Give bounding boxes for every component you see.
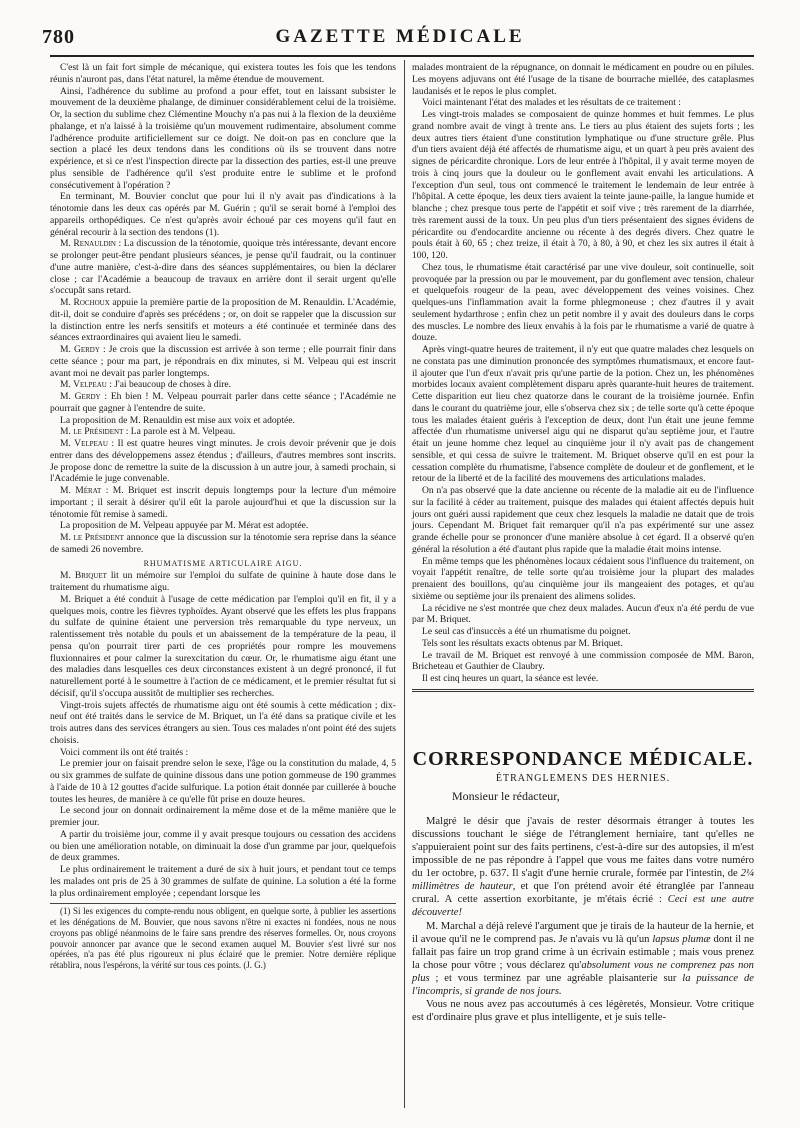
letter-paragraph <box>412 920 754 998</box>
italic-text: la puissance de l'incompris, si grande de nos jours. <box>412 972 754 997</box>
letter-paragraph <box>412 998 754 1024</box>
paragraph <box>412 97 754 109</box>
paragraph-text: M. Briquet a été conduit à l'usage de cette médication par l'emploi qu'il en fit, il y a quelques mois, contre les fièvres typhoïdes. Ayant observé que les effets les plus frappans du sulfate de quinine étaient une perversion très remarquable du type nerveux, un ralentissement très notable du pouls et un abaissement de la température de la peau, il pensa qu'on pourrait tirer parti de ces propriétés pour rompre les mouvemens fluxionnaires et pour calmer la surexcitation du cœur. Or, le rhumatisme aigu étant une des maladies dans lesquelles ces deux circonstances existent à un degré prononcé, il fut naturellement porté à le soumettre à l'action de ce médicament, et le premier résultat fut si décisif, qu'il s'occupa aussitôt de multiplier ses recherches. <box>50 593 396 699</box>
paragraph-text: En terminant, M. Bouvier conclut que pour lui il n'y avait pas d'indications à la ténotomie dans les deux cas opérés par M. Guérin ; qu'il se serait borné à l'emploi des appareils orthopédiques. Ce n'est qu'après avoir échoué par ces moyens qu'il faut en général recourir à la section des tendons (1). <box>50 191 396 238</box>
paragraph <box>50 62 396 86</box>
paragraph <box>50 805 396 829</box>
paragraph <box>50 758 396 805</box>
italic-text: lapsus plumæ <box>652 933 711 945</box>
speaker-name: M. le Président <box>60 532 124 543</box>
paragraph-text: annonce que la discussion sur la ténotomie sera reprise dans la séance de samedi 26 novembre. <box>50 532 396 555</box>
paragraph <box>50 391 396 415</box>
paragraph-text: Les vingt-trois malades se composaient de quinze hommes et huit femmes. Le plus grand nombre avait de vingt à trente ans. Le tiers au plus étaient des sujets forts ; les deux autres tiers étaient d'une constitution lymphatique ou d'une structure grêle. Plus d'un tiers avaient déjà été affectés de rhumatisme aigu, et un quart à peu près avaient des signes de péricardite chronique. Lors de leur entrée à l'hôpital, il y avait terme moyen de trois à cinq jours que la douleur ou le gonflement avait envahi les articulations. A l'exception d'un seul, tous ont commencé le traitement le lendemain de leur entrée à l'hôpital. A cette époque, les deux tiers avaient la teinte jaune-paille, la langue humide et blanche ; chez presque tous perte de l'appétit et soif vive ; très rarement de la diarrhée, très rarement aussi de la toux. Un peu plus d'un tiers présentaient des signes évidens de péricardite ou d'endocardite ancienne ou récente à des degrés divers. Chez quatre le pouls était à 60, 65 ; chez treize, il était à 70, à 80, à 90, et chez les six autres il était à 100, 120. <box>412 109 754 261</box>
paragraph-text: , et que l'on prétend avoir été étranglée par l'anneau crural. A cette assertion exorbitante, je m'étais écrié : <box>412 881 754 906</box>
paragraph <box>412 650 754 674</box>
column-divider <box>404 60 405 1108</box>
paragraph-text: appuie la première partie de la proposition de M. Renauldin. L'Académie, dit-il, doit se conduire d'après ses précédens ; or, on doit se rappeler que la discussion sur la distinction entre les nerfs sensitifs et moteurs a été continuée et terminée dans des séances extraordinaires qui avaient lieu le samedi. <box>50 297 396 344</box>
speaker-name: M. le Président <box>60 426 124 438</box>
paragraph-text: Voici comment ils ont été traités : <box>60 746 189 758</box>
paragraph-text: : La discussion de la ténotomie, quoique très intéressante, devant encore se prolonger peut-être pendant plusieurs séances, je pense qu'il faudrait, ou la continuer d'une autre manière, c'est-à-dire dans des séances supplémentaires, ou bien la déclarer close ; car l'Académie a beaucoup de travaux en arrière dont il serait urgent qu'elle s'occupât sans retard. <box>50 238 396 297</box>
paragraph-text: En même temps que les phénomènes locaux cédaient sous l'influence du traitement, on voyait l'appétit renaître, de telle sorte qu'au troisième jour la plupart des malades prenaient des bouillons, qu'au cinquième jour ils mangeaient des potages, et qu'au sixième ou septième jour ils prenaient des alimens solides. <box>412 555 754 602</box>
right-paragraphs <box>412 62 754 685</box>
paragraph <box>50 415 396 427</box>
speaker-name: M. Briquet <box>60 570 107 582</box>
paragraph <box>50 86 396 192</box>
speaker-name: M. Renauldin <box>60 238 116 250</box>
paragraph <box>412 344 754 485</box>
speaker-name: M. Mérat <box>60 485 102 496</box>
speaker-name: M. Gerdy <box>60 344 100 355</box>
paragraph-text: ; et vous terminez par une agréable plaisanterie sur <box>429 972 683 984</box>
paragraph <box>412 626 754 638</box>
paragraph <box>50 379 396 391</box>
paragraph <box>412 485 754 556</box>
paragraph-text: Après vingt-quatre heures de traitement, il n'y eut que quatre malades chez lesquels on ne constata pas une diminution prononcée des symptômes rhumatismaux, et encore faut-il ajouter que l'un d'eux n'avait pris qu'une partie de la potion. Chez un, les phénomènes morbides locaux avaient complètement disparu après quarante-huit heures de traitement. Cette disparition eut lieu chez quatorze dans le courant de la troisième journée. Enfin dans le courant du quatrième jour, elle s'observa chez six ; de telle sorte qu'à cette époque tous les malades étaient guéris à l'exception de deux, dont l'un était une jeune femme affectée d'un rhumatisme universel aigu qui ne disparut qu'au septième jour, et l'autre était un jeune homme chez lequel au cinquième jour il n'y avait pas de changement sensible, et qui cessa de suivre le traitement. M. Briquet observe qu'il en est pour la cessation complète du rhumatisme, l'absence complète de douleur et de gonflement, et le retour de la liberté et de la facilité des mouvemens des articulations malades. <box>412 344 754 485</box>
speaker-name: M. Velpeau <box>60 438 108 449</box>
paragraph <box>50 747 396 759</box>
paragraph <box>412 262 754 344</box>
paragraph-text: Chez tous, le rhumatisme était caractérisé par une vive douleur, soit continuelle, soit provoquée par la pression ou par le mouvement, par du gonflement avec tension, chaleur et quelquefois rougeur de la peau, avec développement des veines voisines. Chez quelques-uns l'inflammation avait la forme phlegmoneuse ; chez d'autres il y avait seulement hydarthrose ; enfin chez un petit nombre il y avait des douleurs dans le corps des muscles. Le nombre des lieux envahis à la fois par le rhumatisme a varié de quatre à douze. <box>412 261 754 344</box>
paragraph-text: : Je crois que la discussion est arrivée à son terme ; elle pourrait finir dans cette séance ; pour ma part, je répondrais en dix minutes, si M. Velpeau qui est inscrit avant moi ne devait pas parler longtemps. <box>50 344 396 379</box>
paragraph <box>50 344 396 379</box>
paragraph <box>50 520 396 532</box>
paragraph-text: Malgré le désir que j'avais de rester désormais étranger à toutes les discussions touchant le siége de l'étranglement herniaire, tant qu'elles ne s'appuieraient point sur des faits pertinens, c'est-à-dire sur des autopsies, il m'est impossible de ne pas répondre à l'appel que vous me faites dans votre numéro du 1er octobre, p. 637. Il s'agit d'une hernie crurale, formée par l'intestin, de <box>412 816 754 880</box>
paragraph <box>50 426 396 438</box>
paragraph-text: Vingt-trois sujets affectés de rhumatisme aigu ont été soumis à cette médication ; dix-neuf ont été traités dans le service de M. Briquet, un l'a été dans sa pratique civile et les trois autres dans des services étrangers au sien. Tous ces malades n'ont point été des sujets choisis. <box>50 699 396 746</box>
paragraph-text: Le travail de M. Briquet est renvoyé à une commission composée de MM. Baron, Bricheteau et Gauthier de Claubry. <box>412 649 754 673</box>
speaker-name: M. Gerdy <box>60 391 101 402</box>
paragraph-text: Le seul cas d'insuccès a été un rhumatisme du poignet. <box>422 626 631 637</box>
paragraph <box>50 829 396 864</box>
paragraph-text: Vous ne nous avez pas accoutumés à ces légèretés, Monsieur. Votre critique est d'ordinaire plus grave et plus intelligente, et je suis telle- <box>412 998 754 1023</box>
paragraph <box>50 700 396 747</box>
page-number: 780 <box>42 26 75 48</box>
paragraph-text: : Il est quatre heures vingt minutes. Je crois devoir prévenir que je dois entrer dans des développemens assez étendus ; d'ailleurs, d'autres membres sont inscrits. Je propose donc de remettre la suite de la discussion à un autre jour, à samedi prochain, si l'Académie le juge convenable. <box>50 438 396 485</box>
paragraph-text: Ainsi, l'adhérence du sublime au profond a pour effet, tout en laissant subsister le mouvement de la deuxième phalange, de diminuer considérablement celui de la troisième. Or, la section du sublime chez Clémentine Mouchy n'a pas nui à la flexion de la deuxième phalange, et n'a laissé à la troisième qu'un mouvement rudimentaire, absolument comme l'adhérence produite artificiellement sur ce doigt. Ne doit-on pas en conclure que la section a placé les deux tendons dans les conditions où ils se trouvent dans notre expérience, et si ce n'est l'inspection directe par la dissection des parties, est-il une preuve plus sensible de l'adhérence qu'il s'est produite entre le sublime et le profond consécutivement à l'opération ? <box>50 85 396 191</box>
paragraph-text: A partir du troisième jour, comme il y avait presque toujours ou cessation des accidens ou bien une amélioration notable, on diminuait la dose d'un gramme par jour, quelquefois de deux grammes. <box>50 828 396 864</box>
paragraph-text: lit un mémoire sur l'emploi du sulfate de quinine à haute dose dans le traitement du rhumatisme aigu. <box>50 570 396 593</box>
paragraph-text: : Eh bien ! M. Velpeau pourrait parler dans cette séance ; l'Académie ne pourrait que gagner à l'entendre de suite. <box>50 391 396 414</box>
footnote <box>50 903 396 971</box>
correspondence-section <box>412 748 755 1024</box>
paragraph <box>412 603 754 627</box>
paragraph-text: On n'a pas observé que la date ancienne ou récente de la maladie ait eu de l'influence sur la facilité à céder au traitement, puisque des malades qui étaient affectés depuis huit jours ont guéri aussi rapidement que ceux chez lesquels la maladie ne datait que de trois jours. Cependant M. Briquet fait remarquer qu'il n'a pas expérimenté sur une assez grande échelle pour se prononcer d'une manière absolue à cet égard. Il a observé qu'en général la résolution a été d'autant plus rapide que la maladie était moins intense. <box>412 485 754 555</box>
paragraph <box>412 638 754 650</box>
section-divider <box>412 689 754 692</box>
paragraph-text: malades montraient de la répugnance, on donnait le médicament en poudre ou en pilules. Les moyens adjuvans ont été l'usage de la tisane de bourrache miellée, des cataplasmes laudanisés et le repos le plus complet. <box>412 62 754 97</box>
paragraph <box>50 238 396 297</box>
header-rule <box>50 55 754 57</box>
paragraph-text: La récidive ne s'est montrée que chez deux malades. Aucun d'eux n'a été perdu de vue par M. Briquet. <box>412 602 754 626</box>
paragraph-text: Le plus ordinairement le traitement a duré de six à huit jours, et pendant tout ce temps les malades ont pris de 25 à 30 grammes de sulfate de quinine. La solution a été la forme la plus ordinairement employée ; cependant lorsque les <box>50 864 396 899</box>
right-column <box>412 62 754 700</box>
italic-text: 2¼ millimètres de hauteur <box>412 868 754 893</box>
footnote-text: (1) Si les exigences du compte-rendu nous obligent, en quelque sorte, à publier les assertions et les dénégations de M. Bouvier, que nous savons n'être ni exactes ni fondées, nous ne nous croyons pas obligé néanmoins de le faire sans prendre des réserves formelles. Or, nous croyons pouvoir annoncer par avance que le second examen auquel M. Bouvier s'est livré sur nos opérées, n'a pas été plus rigoureux ni plus éclairé que le premier. Notre dernière réplique rétablira, nous l'espérons, la vérité sur tous ces points. (J. G.) <box>50 906 396 971</box>
paragraph <box>50 864 396 899</box>
paragraph <box>50 594 396 700</box>
left-paragraphs <box>50 62 396 556</box>
paragraph <box>50 297 396 344</box>
paragraph-text: : J'ai beaucoup de choses à dire. <box>106 379 232 391</box>
paragraph <box>412 556 754 603</box>
correspondence-subtitle: ÉTRANGLEMENS DES HERNIES. <box>495 773 671 785</box>
letter-paragraph <box>412 815 754 919</box>
paragraph <box>50 532 396 556</box>
paragraph <box>50 485 396 520</box>
italic-text: Ceci est une autre découverte! <box>412 894 754 919</box>
section-heading: RHUMATISME ARTICULAIRE AIGU. <box>143 558 303 568</box>
paragraph-text: Le premier jour on faisait prendre selon le sexe, l'âge ou la constitution du malade, 4, 5 ou six grammes de sulfate de quinine dissous dans une potion gommeuse de 190 grammes à l'aide de 10 à 12 gouttes d'acide sulfurique. La potion était donnée par cuillerée à bouche toutes les heures, de manière à ce qu'elle fût prise en douze heures. <box>50 758 396 805</box>
left-column <box>50 62 396 971</box>
paragraph-text: : La parole est à M. Velpeau. <box>123 426 236 438</box>
paragraph-text: M. Marchal a déjà relevé l'argument que je tirais de la hauteur de la hernie, et il avoue qu'il ne le comprend pas. Je n'avais vu là qu'un <box>412 920 754 945</box>
paragraph-text: La proposition de M. Renauldin est mise aux voix et adoptée. <box>60 414 295 426</box>
paragraph <box>50 438 396 485</box>
paragraph-text: : M. Briquet est inscrit depuis longtemps pour la lecture d'un mémoire important ; il serait à désirer qu'il eût la parole aujourd'hui et que la discussion sur la ténotomie fût remise à samedi. <box>50 485 396 520</box>
paragraph <box>412 109 754 262</box>
paragraph <box>412 62 754 97</box>
paragraph <box>412 673 754 685</box>
paragraph-text: C'est là un fait fort simple de mécanique, qui existera toutes les fois que les tendons réunis n'auront pas, dans l'état naturel, la même étendue de mouvement. <box>50 62 396 85</box>
paragraph-text: dont il ne fallait pas faire un trop grand crime à un écrivain estimable ; mais vous prenez la chose pour vôtre ; vous déclarez qu' <box>412 933 755 971</box>
paragraph <box>50 570 396 594</box>
speaker-name: M. Velpeau <box>60 379 107 391</box>
speaker-name: M. Rochoux <box>60 297 110 308</box>
correspondence-title: CORRESPONDANCE MÉDICALE. <box>412 748 754 770</box>
paragraph-text: Tels sont les résultats exacts obtenus par M. Briquet. <box>422 637 623 649</box>
correspondence-paragraphs <box>412 815 754 1024</box>
salutation: Monsieur le rédacteur, <box>452 789 560 804</box>
paragraph-text: Il est cinq heures un quart, la séance est levée. <box>422 673 599 684</box>
italic-text: absolument vous ne comprenez pas non plus <box>412 959 754 984</box>
paragraph-text: Voici maintenant l'état des malades et les résultats de ce traitement : <box>422 97 681 109</box>
left-paragraphs-2 <box>50 570 396 899</box>
paragraph-text: Le second jour on donnait ordinairement la même dose et de la même manière que le premier jour. <box>50 805 396 828</box>
paragraph <box>50 191 396 238</box>
paragraph-text: La proposition de M. Velpeau appuyée par M. Mérat est adoptée. <box>60 520 309 532</box>
newspaper-title: GAZETTE MÉDICALE <box>275 26 525 47</box>
